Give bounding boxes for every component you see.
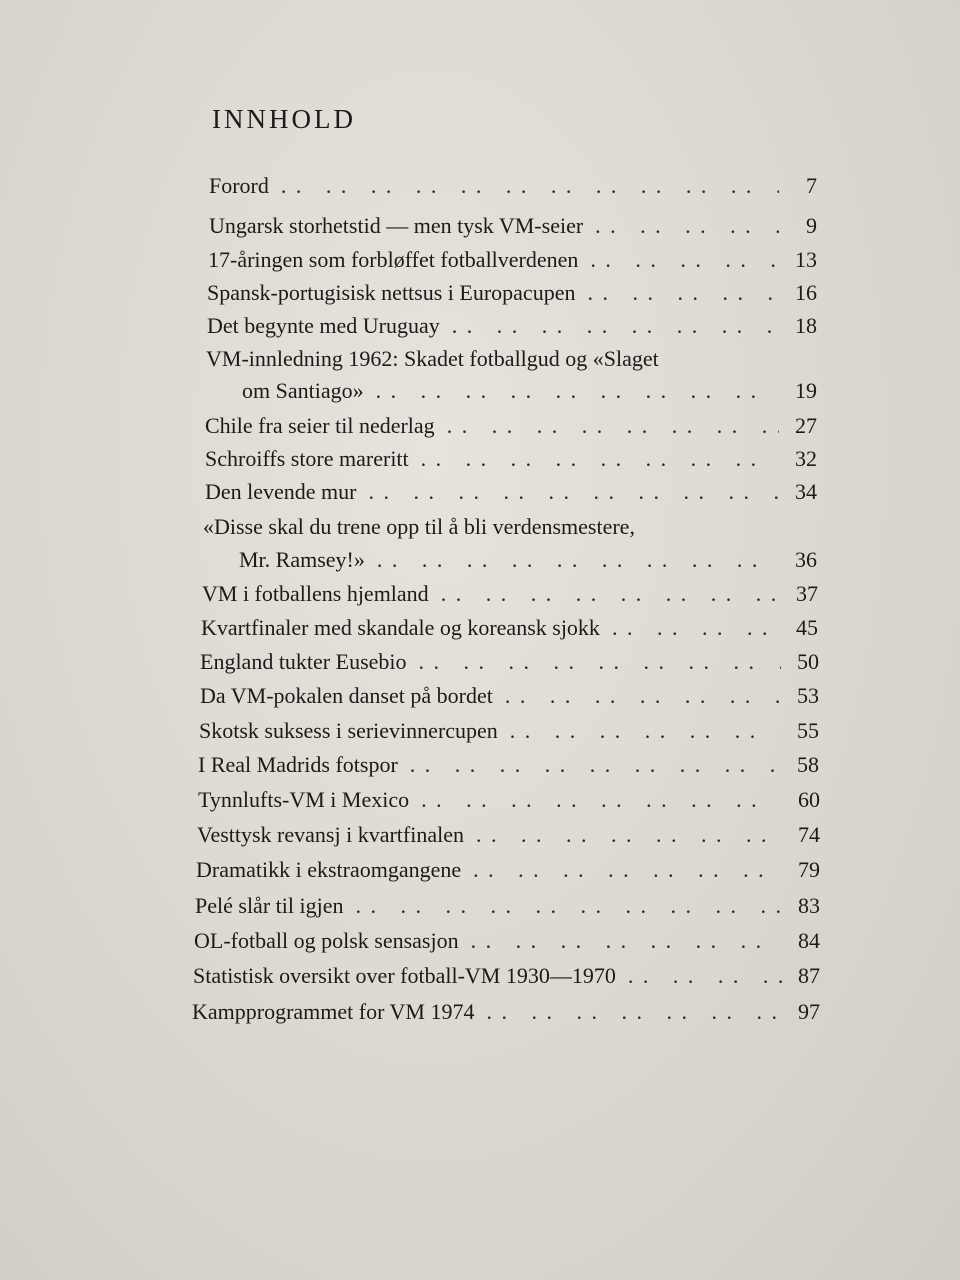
entry-title: I Real Madrids fotspor — [198, 752, 398, 777]
page-number: 19 — [795, 378, 817, 403]
toc-entry — [205, 445, 817, 473]
page-number: 79 — [798, 857, 820, 882]
entry-title: Da VM-pokalen danset på bordet — [200, 683, 493, 708]
entry-title: «Disse skal du trene opp til å bli verdensmestere, — [203, 514, 635, 539]
page-number: 55 — [797, 718, 819, 743]
entry-title: Tynnlufts-VM i Mexico — [198, 787, 410, 812]
entry-title: Forord — [209, 173, 269, 198]
page-number: 36 — [795, 547, 817, 572]
toc-entry — [198, 751, 819, 779]
page-number: 50 — [797, 649, 819, 674]
toc-entry — [205, 478, 817, 506]
toc-entry — [208, 246, 817, 274]
page-number: 74 — [798, 822, 820, 847]
entry-title: 17-åringen som forbløffet fotballverdenen — [208, 247, 579, 272]
entry-title: Ungarsk storhetstid — men tysk VM-seier — [209, 213, 584, 238]
entry-title: Chile fra seier til nederlag — [205, 413, 435, 438]
toc-heading: INNHOLD — [212, 104, 356, 134]
toc-entry — [202, 580, 818, 608]
entry-title-continued: Mr. Ramsey!» — [239, 547, 365, 572]
toc-entry — [205, 412, 817, 440]
entry-title: Pelé slår til igjen — [195, 893, 344, 918]
page-number: 37 — [796, 581, 818, 606]
toc-entry — [207, 279, 817, 307]
page-number: 83 — [798, 893, 820, 918]
entry-title: Dramatikk i ekstraomgangene — [196, 857, 462, 882]
toc-entry — [203, 513, 817, 574]
toc-entry — [201, 614, 818, 642]
page-number: 84 — [798, 928, 820, 953]
page-number: 34 — [795, 479, 817, 504]
toc-entry — [206, 345, 817, 405]
page-number: 7 — [806, 173, 817, 198]
page-number: 32 — [795, 446, 817, 471]
entry-title: Skotsk suksess i serievinnercupen — [199, 718, 498, 743]
page-number: 60 — [798, 787, 820, 812]
entry-title-continued: om Santiago» — [242, 378, 364, 403]
page-number: 58 — [797, 752, 819, 777]
page-number: 16 — [795, 280, 817, 305]
entry-title: Den levende mur — [205, 479, 357, 504]
page-number: 18 — [795, 313, 817, 338]
entry-title: Schroiffs store mareritt — [205, 446, 409, 471]
entry-title: Det begynte med Uruguay — [207, 313, 440, 338]
toc-entry — [198, 786, 820, 814]
toc-entry — [200, 648, 819, 676]
toc-entry — [193, 962, 820, 990]
entry-title: Spansk-portugisisk nettsus i Europacupen — [207, 280, 576, 305]
toc-entry — [199, 717, 819, 745]
page-number: 13 — [795, 247, 817, 272]
entry-title: England tukter Eusebio — [200, 649, 407, 674]
entry-title: Kampprogrammet for VM 1974 — [192, 999, 475, 1024]
page-number: 27 — [795, 413, 817, 438]
toc-entry — [195, 892, 820, 920]
toc-entry — [197, 821, 820, 849]
toc-entry — [207, 312, 817, 340]
entry-title: Vesttysk revansj i kvartfinalen — [197, 822, 464, 847]
toc-entry — [196, 856, 820, 884]
toc-entry — [209, 212, 817, 240]
entry-title: VM-innledning 1962: Skadet fotballgud og «Slaget — [206, 346, 659, 371]
toc-entry — [200, 682, 819, 710]
toc-entry — [192, 998, 820, 1026]
entry-title: Statistisk oversikt over fotball-VM 1930—1970 — [193, 963, 616, 988]
entry-title: Kvartfinaler med skandale og koreansk sjokk — [201, 615, 600, 640]
page-number: 53 — [797, 683, 819, 708]
entry-title: OL-fotball og polsk sensasjon — [194, 928, 459, 953]
entry-title: VM i fotballens hjemland — [202, 581, 429, 606]
page-number: 97 — [798, 999, 820, 1024]
page-number: 45 — [796, 615, 818, 640]
toc-entry — [209, 172, 817, 200]
page-number: 87 — [798, 963, 820, 988]
toc-entry — [194, 927, 820, 955]
page-number: 9 — [806, 213, 817, 238]
